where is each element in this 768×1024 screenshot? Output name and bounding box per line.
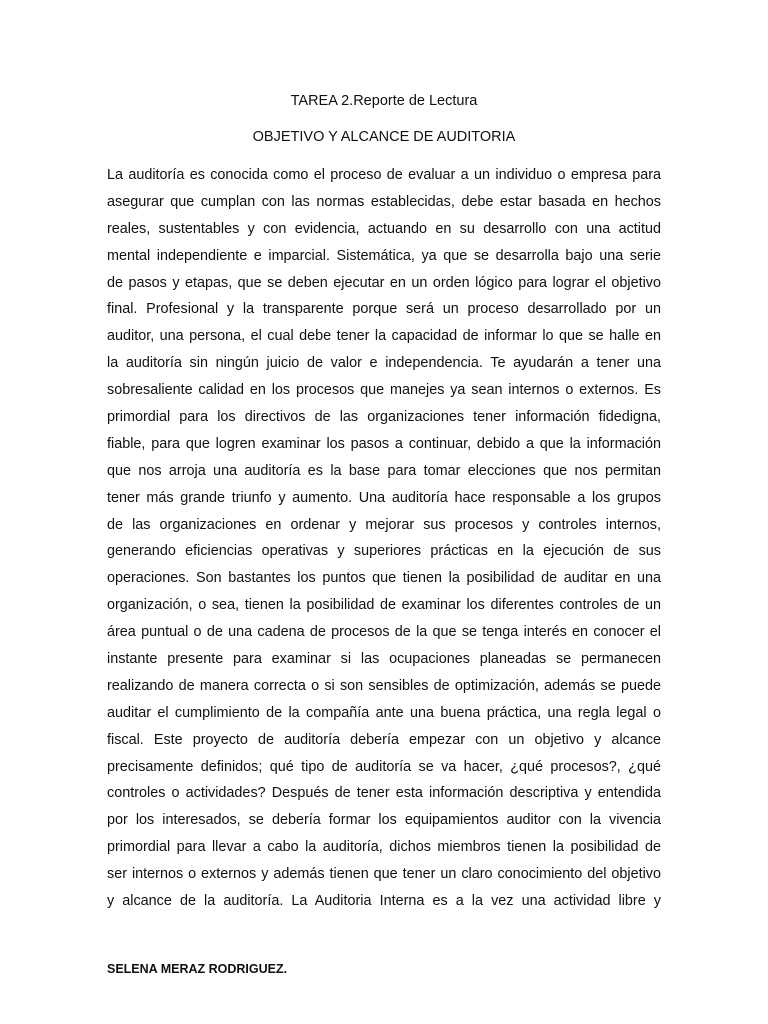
author-name: SELENA MERAZ RODRIGUEZ. bbox=[107, 962, 288, 976]
paragraph-line: por los interesados, se debería formar los equipamientos auditor con la vivencia bbox=[107, 812, 661, 829]
paragraph-line: realizando de manera correcta o si son sensibles de optimización, además se puede bbox=[107, 677, 661, 694]
paragraph-line: auditor, una persona, el cual debe tener la capacidad de informar lo que se halle en bbox=[107, 328, 661, 345]
paragraph-line: La auditoría es conocida como el proceso de evaluar a un individuo o empresa para bbox=[107, 167, 661, 183]
paragraph-line: fiable, para que logren examinar los pasos a continuar, debido a que la información bbox=[107, 435, 661, 452]
paragraph-line: primordial para los directivos de las organizaciones tener información fidedigna, bbox=[107, 409, 661, 426]
paragraph-line: organización, o sea, tienen la posibilidad de examinar los diferentes controles de un bbox=[107, 597, 661, 614]
paragraph-line: auditar el cumplimiento de la compañía ante una buena práctica, una regla legal o bbox=[107, 704, 661, 721]
paragraph-line: operaciones. Son bastantes los puntos que tienen la posibilidad de auditar en una bbox=[107, 570, 661, 587]
paragraph-line: asegurar que cumplan con las normas establecidas, debe estar basada en hechos bbox=[107, 193, 661, 210]
paragraph-line: de las organizaciones en ordenar y mejorar sus procesos y controles internos, bbox=[107, 516, 661, 533]
paragraph-line: primordial para llevar a cabo la auditoría, dichos miembros tienen la posibilidad de bbox=[107, 839, 661, 856]
paragraph-line: tener más grande triunfo y aumento. Una auditoría hace responsable a los grupos bbox=[107, 489, 661, 506]
body-paragraph bbox=[107, 162, 661, 915]
paragraph-line: fiscal. Este proyecto de auditoría debería empezar con un objetivo y alcance bbox=[107, 731, 661, 748]
paragraph-line: sobresaliente calidad en los procesos que manejes ya sean internos o externos. Es bbox=[107, 382, 661, 399]
paragraph-line: mental independiente e imparcial. Sistemática, ya que se desarrolla bajo una serie bbox=[107, 247, 661, 264]
paragraph-line: final. Profesional y la transparente porque será un proceso desarrollado por un bbox=[107, 301, 661, 318]
paragraph-line: que nos arroja una auditoría es la base para tomar elecciones que nos permitan bbox=[107, 462, 661, 479]
paragraph-line: precisamente definidos; qué tipo de auditoría se va hacer, ¿qué procesos?, ¿qué bbox=[107, 758, 661, 775]
document-subtitle: OBJETIVO Y ALCANCE DE AUDITORIA bbox=[252, 129, 516, 145]
paragraph-line: instante presente para examinar si las ocupaciones planeadas se permanecen bbox=[107, 651, 661, 668]
paragraph-line: generando eficiencias operativas y superiores prácticas en la ejecución de sus bbox=[107, 543, 661, 560]
paragraph-line: reales, sustentables y con evidencia, actuando en su desarrollo con una actitud bbox=[107, 220, 661, 237]
document-title: TAREA 2.Reporte de Lectura bbox=[290, 93, 478, 109]
paragraph-line: controles o actividades? Después de tener esta información descriptiva y entendida bbox=[107, 785, 661, 802]
paragraph-line: área puntual o de una cadena de procesos de la que se tenga interés en conocer el bbox=[107, 624, 661, 641]
paragraph-line: y alcance de la auditoría. La Auditoria Interna es a la vez una actividad libre y bbox=[107, 893, 661, 910]
paragraph-line: ser internos o externos y además tienen que tener un claro conocimiento del objetivo bbox=[107, 866, 661, 883]
paragraph-line: la auditoría sin ningún juicio de valor e independencia. Te ayudarán a tener una bbox=[107, 355, 661, 372]
paragraph-line: de pasos y etapas, que se deben ejecutar en un orden lógico para lograr el objetivo bbox=[107, 274, 661, 291]
